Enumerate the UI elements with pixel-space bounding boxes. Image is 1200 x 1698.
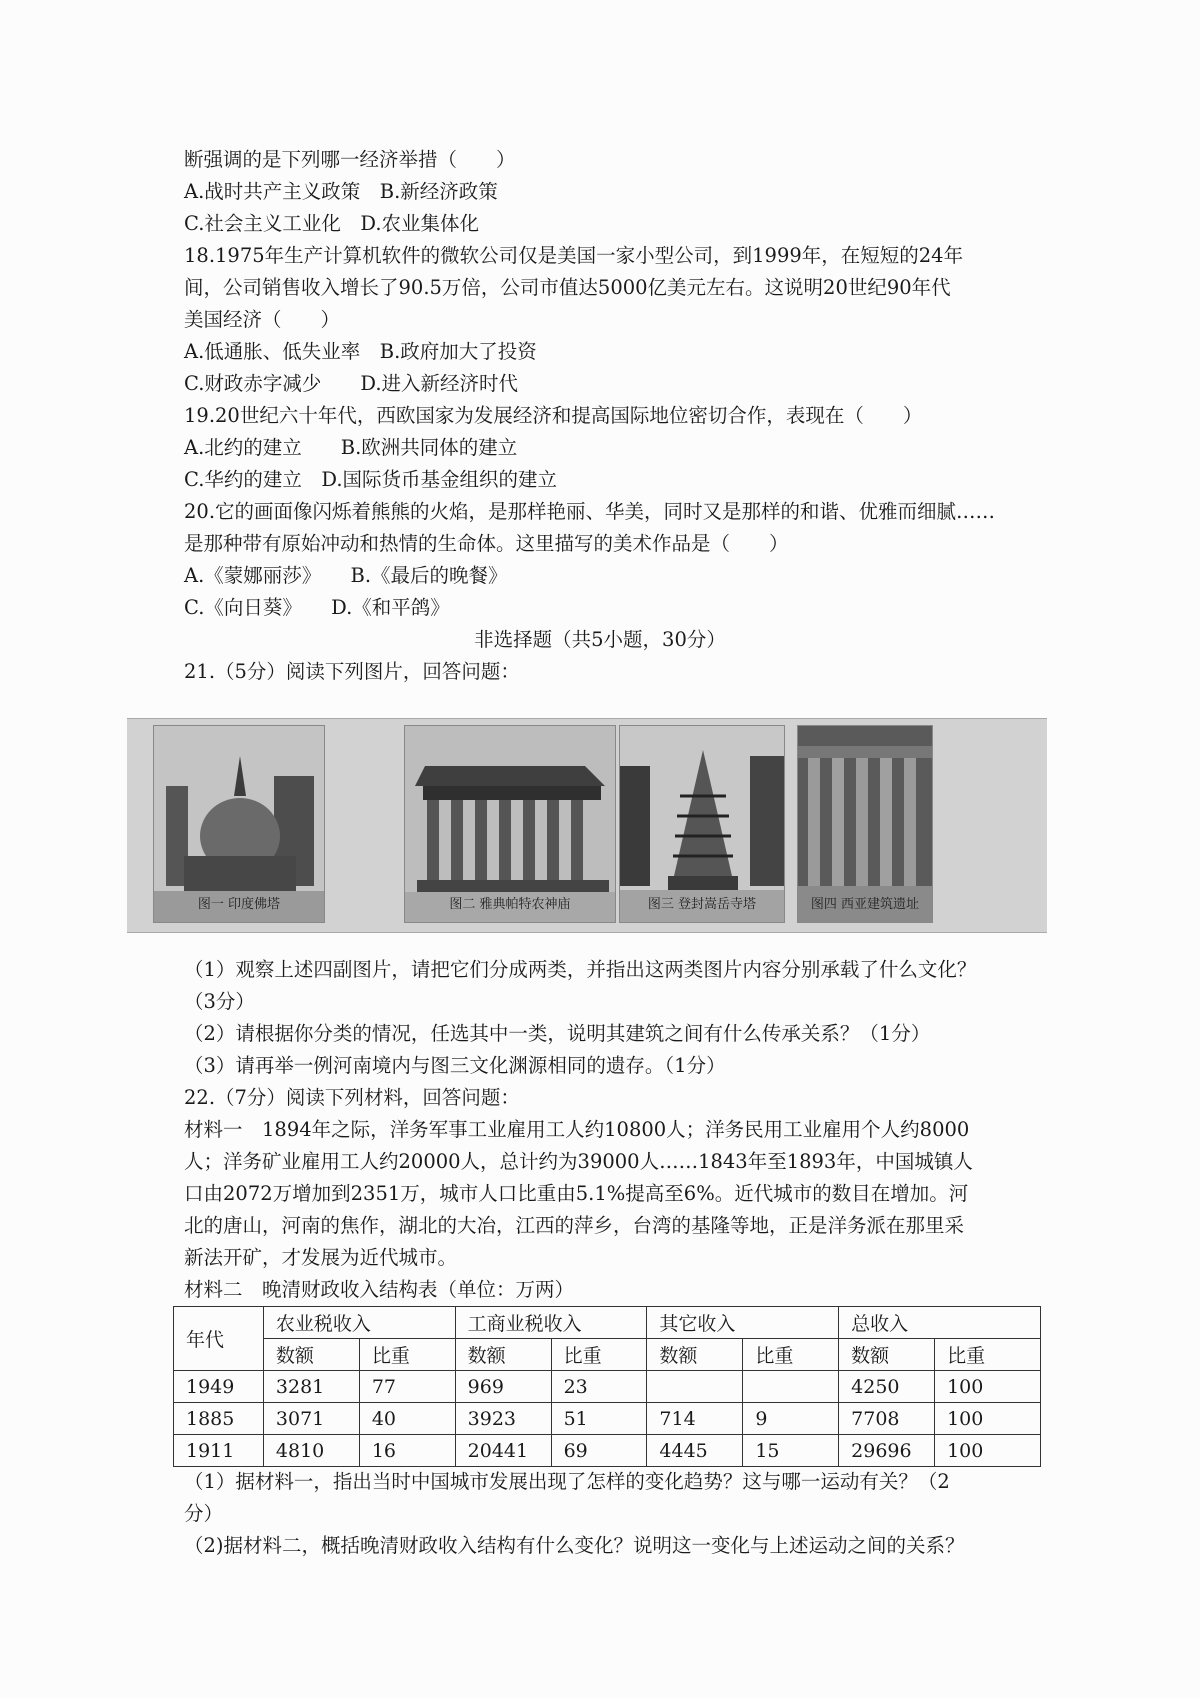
q21-sub1-line2: （3分） <box>184 990 255 1013</box>
table-cell: 4810 <box>263 1435 359 1467</box>
q22-sub1-line1: （1）据材料一，指出当时中国城市发展出现了怎样的变化趋势？这与哪一运动有关？（2 <box>184 1470 950 1493</box>
q21-intro: 21.（5分）阅读下列图片，回答问题： <box>184 660 520 683</box>
architecture-photo-strip <box>127 718 1047 933</box>
q18-options-ab: A.低通胀、低失业率 B.政府加大了投资 <box>184 340 537 363</box>
q22-material1-line4: 北的唐山，河南的焦作，湖北的大冶，江西的萍乡，台湾的基隆等地，正是洋务派在那里采 <box>184 1214 965 1237</box>
table-row <box>174 1371 1041 1403</box>
q22-intro: 22.（7分）阅读下列材料，回答问题： <box>184 1086 520 1109</box>
table-cell: 4445 <box>647 1435 743 1467</box>
q22-material2-title: 材料二 晚清财政收入结构表（单位：万两） <box>184 1278 575 1301</box>
q20-options-ab: A.《蒙娜丽莎》 B.《最后的晚餐》 <box>184 564 508 587</box>
q22-material1-line5: 新法开矿，才发展为近代城市。 <box>184 1246 458 1269</box>
table-cell: 15 <box>743 1435 839 1467</box>
q22-material1-line3: 口由2072万增加到2351万，城市人口比重由5.1%提高至6%。近代城市的数目在增加。河 <box>184 1182 969 1205</box>
table-cell: 714 <box>647 1403 743 1435</box>
table-cell: 3281 <box>263 1371 359 1403</box>
header-other: 其它收入 <box>647 1307 839 1339</box>
table-cell: 100 <box>935 1403 1041 1435</box>
q20-stem-line1: 20.它的画面像闪烁着熊熊的火焰，是那样艳丽、华美，同时又是那样的和谐、优雅而细腻…… <box>184 500 996 523</box>
q22-material1-line2: 人；洋务矿业雇用工人约20000人，总计约为39000人……1843年至1893年，中国城镇人 <box>184 1150 973 1173</box>
header-total: 总收入 <box>839 1307 1041 1339</box>
q17-stem: 断强调的是下列哪一经济举措（ ） <box>184 148 516 171</box>
q20-options-cd: C.《向日葵》 D.《和平鸽》 <box>184 596 450 619</box>
photo-west-asia-ruins <box>797 725 933 923</box>
table-cell <box>647 1371 743 1403</box>
table-cell: 3923 <box>455 1403 551 1435</box>
table-subheader-row <box>174 1339 1041 1371</box>
q22-sub1-line2: 分） <box>184 1502 224 1525</box>
table-cell: 1885 <box>174 1403 264 1435</box>
finance-revenue-table <box>173 1306 1041 1467</box>
q21-sub3: （3）请再举一例河南境内与图三文化渊源相同的遗存。（1分） <box>184 1054 726 1077</box>
table-cell: 77 <box>359 1371 455 1403</box>
table-cell: 100 <box>935 1371 1041 1403</box>
table-cell: 40 <box>359 1403 455 1435</box>
q18-stem-line2: 间，公司销售收入增长了90.5万倍，公司市值达5000亿美元左右。这说明20世纪90年代 <box>184 276 951 299</box>
table-cell: 7708 <box>839 1403 935 1435</box>
table-header-row <box>174 1307 1041 1339</box>
table-cell: 51 <box>551 1403 647 1435</box>
table-cell: 3071 <box>263 1403 359 1435</box>
subheader-amount: 数额 <box>647 1339 743 1371</box>
subheader-share: 比重 <box>551 1339 647 1371</box>
q20-stem-line2: 是那种带有原始冲动和热情的生命体。这里描写的美术作品是（ ） <box>184 532 789 555</box>
table-cell: 20441 <box>455 1435 551 1467</box>
table-cell: 1949 <box>174 1371 264 1403</box>
section-title: 非选择题（共5小题，30分） <box>474 628 726 651</box>
subheader-share: 比重 <box>359 1339 455 1371</box>
photo-songyue-pagoda <box>619 725 785 923</box>
q18-stem-line1: 18.1975年生产计算机软件的微软公司仅是美国一家小型公司，到1999年，在短短的24年 <box>184 244 964 267</box>
q22-sub2: （2)据材料二，概括晚清财政收入结构有什么变化？说明这一变化与上述运动之间的关系？ <box>184 1534 965 1557</box>
subheader-amount: 数额 <box>839 1339 935 1371</box>
photo-caption-1: 图一 印度佛塔 <box>197 897 281 912</box>
q21-sub2: （2）请根据你分类的情况，任选其中一类，说明其建筑之间有什么传承关系？（1分） <box>184 1022 931 1045</box>
photo-caption-4: 图四 西亚建筑遗址 <box>810 897 920 912</box>
q17-options-ab: A.战时共产主义政策 B.新经济政策 <box>184 180 498 203</box>
q19-stem: 19.20世纪六十年代，西欧国家为发展经济和提高国际地位密切合作，表现在（ ） <box>184 404 923 427</box>
q19-options-ab: A.北约的建立 B.欧洲共同体的建立 <box>184 436 518 459</box>
photo-parthenon <box>404 725 616 923</box>
header-commerce-tax: 工商业税收入 <box>455 1307 647 1339</box>
subheader-share: 比重 <box>935 1339 1041 1371</box>
table-cell: 4250 <box>839 1371 935 1403</box>
q19-options-cd: C.华约的建立 D.国际货币基金组织的建立 <box>184 468 558 491</box>
table-cell: 1911 <box>174 1435 264 1467</box>
table-cell: 16 <box>359 1435 455 1467</box>
table-cell: 29696 <box>839 1435 935 1467</box>
table-cell: 9 <box>743 1403 839 1435</box>
table-row <box>174 1403 1041 1435</box>
table-cell: 969 <box>455 1371 551 1403</box>
q22-material1-line1: 材料一 1894年之际，洋务军事工业雇用工人约10800人；洋务民用工业雇用个人约8000 <box>184 1118 970 1141</box>
subheader-amount: 数额 <box>455 1339 551 1371</box>
q18-stem-line3: 美国经济（ ） <box>184 308 341 331</box>
header-year: 年代 <box>174 1307 264 1371</box>
table-row <box>174 1435 1041 1467</box>
table-cell <box>743 1371 839 1403</box>
table-cell: 23 <box>551 1371 647 1403</box>
subheader-amount: 数额 <box>263 1339 359 1371</box>
q18-options-cd: C.财政赤字减少 D.进入新经济时代 <box>184 372 519 395</box>
subheader-share: 比重 <box>743 1339 839 1371</box>
q21-sub1-line1: （1）观察上述四副图片，请把它们分成两类，并指出这两类图片内容分别承载了什么文化？ <box>184 958 977 981</box>
photo-caption-3: 图三 登封嵩岳寺塔 <box>647 897 757 912</box>
table-cell: 100 <box>935 1435 1041 1467</box>
q17-options-cd: C.社会主义工业化 D.农业集体化 <box>184 212 480 235</box>
photo-caption-2: 图二 雅典帕特农神庙 <box>449 897 571 912</box>
photo-indian-stupa <box>153 725 325 923</box>
table-cell: 69 <box>551 1435 647 1467</box>
header-agri-tax: 农业税收入 <box>263 1307 455 1339</box>
